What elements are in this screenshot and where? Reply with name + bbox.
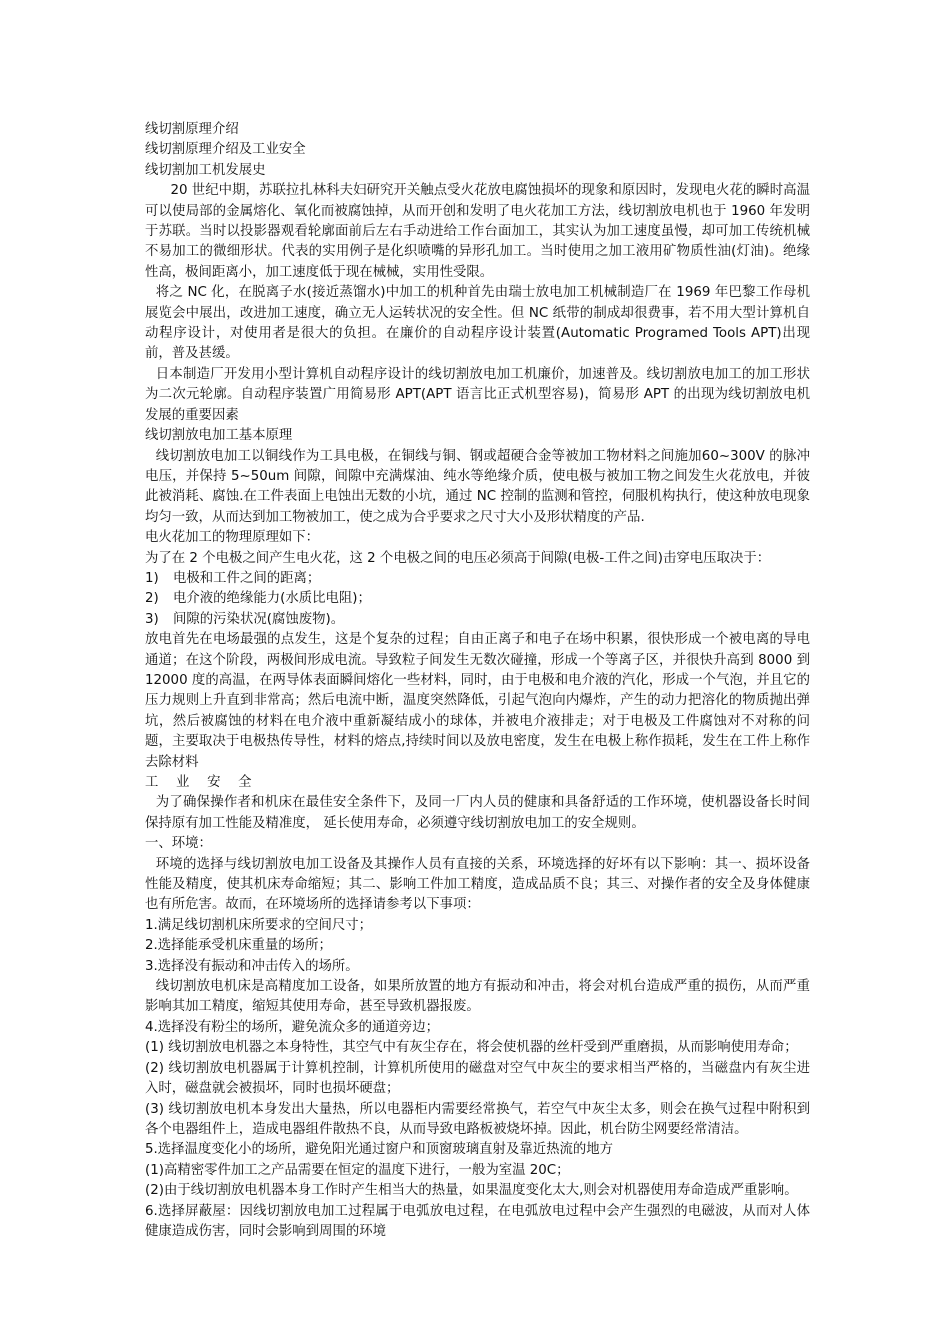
- section-heading-history: 线切割加工机发展史: [145, 162, 266, 178]
- section-heading-principle: 线切割放电加工基本原理: [145, 428, 293, 444]
- safety-intro: 为了确保操作者和机床在最佳安全条件下，及同一厂内人员的健康和具备舒适的工作环境，使机器设备长时间保持原有加工性能及精准度， 延长使用寿命，必须遵守线切割放电加工的安全规则。: [145, 795, 810, 831]
- environment-item-6: 6.选择屏蔽屋：因线切割放电加工过程属于电弧放电过程，在电弧放电过程中会产生强烈的电磁波，从而对人体健康造成伤害，同时会影响到周围的环境: [145, 1203, 810, 1239]
- list-text: 间隙的污染状况(腐蚀废物)。: [173, 611, 345, 627]
- environment-item-4-sub-1: (1) 线切割放电机器之本身特性，其空气中有灰尘存在，将会使机器的丝杆受到严重磨损，从而影响使用寿命；: [145, 1040, 798, 1056]
- environment-item-3-note: 线切割放电机床是高精度加工设备，如果所放置的地方有振动和冲击，将会对机台造成严重的损伤，从而严重影响其加工精度，缩短其使用寿命，甚至导致机器报废。: [145, 979, 810, 1015]
- doc-subtitle: 线切割原理介绍及工业安全: [145, 142, 306, 158]
- environment-item-5-sub-1: (1)高精密零件加工之产品需要在恒定的温度下进行，一般为室温 20C；: [145, 1162, 570, 1178]
- history-paragraph-1: 20 世纪中期，苏联拉扎林科夫妇研究开关触点受火花放电腐蚀损坏的现象和原因时，发现电火花的瞬时高温可以使局部的金属熔化、氧化而被腐蚀掉，从而开创和发明了电火花加工方法，线切割放电机也于 1960 年发明于苏联。当时以投影器观看轮廓面前后左右手动进给工作台面加工，其实认为加工速度虽慢，却可加工传统机械不易加工的微细形状。代表的实用例子是化织喷嘴的异形孔加工。当时使用之加工液用矿物质性油(灯油)。绝缘性高，极间距离小，加工速度低于现在械械，实用性受限。: [145, 183, 810, 280]
- history-paragraph-3: 日本制造厂开发用小型计算机自动程序设计的线切割放电加工机廉价，加速普及。线切割放电加工的加工形状为二次元轮廓。自动程序装置广用简易形 APT(APT 语言比正式机型容易)，简易形 APT 的出现为线切割放电机发展的重要因素: [145, 366, 810, 423]
- list-item: [145, 610, 810, 630]
- environment-item-4-sub-2: (2) 线切割放电机器属于计算机控制，计算机所使用的磁盘对空气中灰尘的要求相当严格的，当磁盘内有灰尘进入时，磁盘就会被损坏，同时也损坏硬盘；: [145, 1060, 810, 1097]
- list-text: 电极和工件之间的距离；: [173, 570, 321, 586]
- section-heading-safety: 工 业 安 全: [145, 775, 259, 790]
- list-text: 电介液的绝缘能力(水质比电阻)；: [173, 591, 371, 607]
- list-number: 2): [145, 591, 159, 607]
- environment-item-4: 4.选择没有粉尘的场所，避免流众多的通道旁边；: [145, 1019, 439, 1035]
- environment-item-2: 2.选择能承受机床重量的场所；: [145, 938, 332, 954]
- environment-item-5: 5.选择温度变化小的场所，避免阳光通过窗户和顶窗玻璃直射及靠近热流的地方: [145, 1142, 614, 1158]
- history-paragraph-2: 将之 NC 化，在脱离子水(接近蒸馏水)中加工的机种首先由瑞士放电加工机械制造厂在 1969 年巴黎工作母机展览会中展出，改进加工速度，确立无人运转状况的安全性。但 NC 纸带的制成却很费事，若不用大型计算机自动程序设计，对使用者是很大的负担。在廉价的自动程序设计装置(Automatic Programed Tools APT)出现前，普及甚缓。: [145, 285, 810, 362]
- doc-title: 线切割原理介绍: [145, 122, 239, 137]
- list-item: [145, 569, 810, 589]
- principle-intro: 为了在 2 个电极之间产生电火花，这 2 个电极之间的电压必须高于间隙(电极-工件之间)击穿电压取决于：: [145, 550, 771, 566]
- environment-item-3: 3.选择没有振动和冲击传入的场所。: [145, 958, 359, 974]
- environment-heading: 一、环境：: [145, 836, 212, 852]
- list-item: [145, 589, 810, 609]
- principle-subheading: 电火花加工的物理原理如下：: [145, 530, 320, 546]
- environment-intro: 环境的选择与线切割放电加工设备及其操作人员有直接的关系，环境选择的好坏有以下影响：其一、损坏设备性能及精度，使其机床寿命缩短；其二、影响工件加工精度，造成品质不良；其三、对操作者的安全及身体健康也有所危害。故而，在环境场所的选择请参考以下事项：: [145, 856, 810, 913]
- document-page: [145, 120, 810, 1242]
- principle-paragraph-1: 线切割放电加工以铜线作为工具电极，在铜线与铜、钢或超硬合金等被加工物材料之间施加60~300V 的脉冲电压，并保持 5~50um 间隙，间隙中充满煤油、纯水等绝缘介质，使电极与被加工物之间发生火花放电，并彼此被消耗、腐蚀.在工件表面上电蚀出无数的小坑，通过 NC 控制的监测和管控，伺服机构执行，使这种放电现象均匀一致，从而达到加工物被加工，使之成为合乎要求之尺寸大小及形状精度的产品.: [145, 448, 810, 525]
- environment-item-1: 1.满足线切割机床所要求的空间尺寸；: [145, 917, 373, 933]
- environment-item-4-sub-3: (3) 线切割放电机本身发出大量热，所以电器柜内需要经常换气，若空气中灰尘太多，则会在换气过程中附积到各个电器组件上，造成电器组件散热不良，从而导致电路板被烧坏掉。因此，机台防尘网要经常清洁。: [145, 1101, 810, 1137]
- principle-paragraph-2: 放电首先在电场最强的点发生，这是个复杂的过程；自由正离子和电子在场中积累，很快形成一个被电离的导电通道；在这个阶段，两极间形成电流。导致粒子间发生无数次碰撞，形成一个等离子区，并很快升高到 8000 到 12000 度的高温，在两导体表面瞬间熔化一些材料，同时，由于电极和电介液的汽化，形成一个气泡，并且它的压力规则上升直到非常高；然后电流中断，温度突然降低，引起气泡向内爆炸，产生的动力把溶化的物质抛出弹坑，然后被腐蚀的材料在电介液中重新凝结成小的球体，并被电介液排走；对于电极及工件腐蚀对不对称的问题，主要取决于电极热传导性，材料的熔点,持续时间以及放电密度，发生在电极上称作损耗，发生在工件上称作去除材料: [145, 632, 810, 770]
- list-number: 3): [145, 611, 159, 627]
- environment-item-5-sub-2: (2)由于线切割放电机器本身工作时产生相当大的热量，如果温度变化太大,则会对机器使用寿命造成严重影响。: [145, 1183, 798, 1199]
- list-number: 1): [145, 570, 159, 586]
